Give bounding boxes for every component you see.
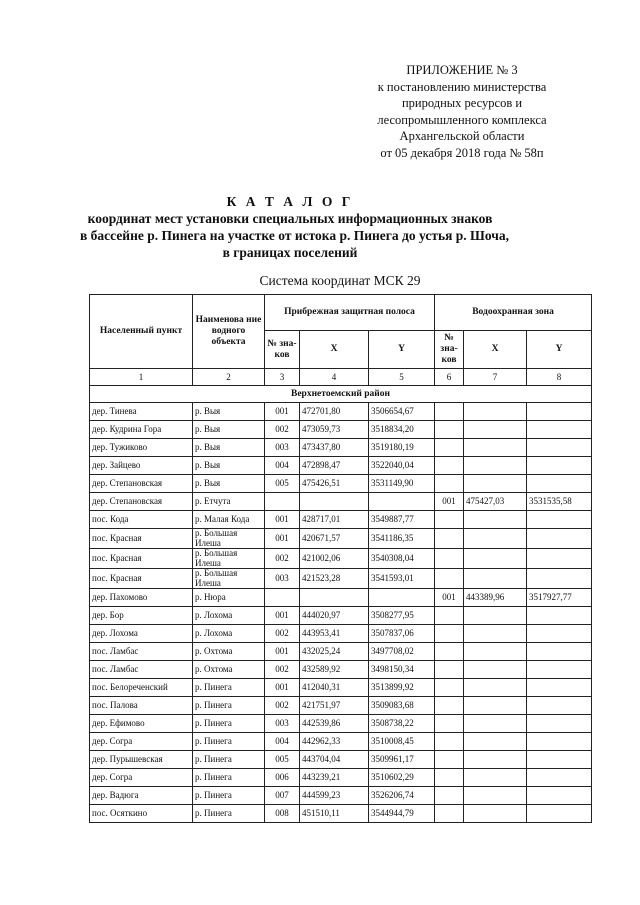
zone-sign-number-cell — [435, 733, 464, 751]
zone-x-cell — [464, 679, 527, 697]
coastal-sign-number-cell: 003 — [265, 439, 300, 457]
zone-x-cell — [464, 697, 527, 715]
zone-x-cell — [464, 569, 527, 589]
settlement-cell: дер. Согра — [90, 769, 193, 787]
zone-sign-number-cell — [435, 475, 464, 493]
table-row — [90, 751, 592, 769]
water-object-cell: р. Лохома — [193, 625, 265, 643]
column-number: 3 — [265, 369, 300, 386]
zone-y-cell — [527, 661, 592, 679]
zone-y-cell — [527, 421, 592, 439]
coastal-x-cell: 432589,92 — [300, 661, 369, 679]
water-object-cell: р. Охтома — [193, 661, 265, 679]
settlement-cell: дер. Вадюга — [90, 787, 193, 805]
water-object-cell: р. Лохома — [193, 607, 265, 625]
column-number: 7 — [464, 369, 527, 386]
settlement-cell: пос. Белореченский — [90, 679, 193, 697]
coastal-y-cell: 3506654,67 — [369, 403, 435, 421]
appendix-line: ПРИЛОЖЕНИЕ № 3 — [406, 63, 518, 77]
table-row — [90, 493, 592, 511]
appendix-line: к постановлению министерства — [377, 79, 547, 94]
zone-x-cell — [464, 475, 527, 493]
zone-sign-number-cell — [435, 787, 464, 805]
table-row — [90, 475, 592, 493]
coordinates-table — [89, 294, 592, 823]
zone-x-cell — [464, 529, 527, 549]
zone-y-cell — [527, 511, 592, 529]
zone-x-cell — [464, 457, 527, 475]
coastal-y-cell: 3526206,74 — [369, 787, 435, 805]
coastal-sign-number-cell: 001 — [265, 643, 300, 661]
water-object-cell: р. Выя — [193, 457, 265, 475]
water-object-cell: р. Выя — [193, 439, 265, 457]
header-x: X — [464, 331, 527, 369]
zone-x-cell — [464, 607, 527, 625]
water-object-cell: р. Выя — [193, 475, 265, 493]
zone-y-cell — [527, 679, 592, 697]
coastal-y-cell: 3498150,34 — [369, 661, 435, 679]
coastal-x-cell: 451510,11 — [300, 805, 369, 823]
region-name: Верхнетоемский район — [90, 386, 592, 403]
coastal-y-cell: 3541186,35 — [369, 529, 435, 549]
zone-sign-number-cell: 001 — [435, 589, 464, 607]
coastal-y-cell: 3497708,02 — [369, 643, 435, 661]
zone-x-cell — [464, 733, 527, 751]
settlement-cell: дер. Кудрина Гора — [90, 421, 193, 439]
table-row — [90, 697, 592, 715]
settlement-cell: дер. Пахомово — [90, 589, 193, 607]
catalog-heading: К А Т А Л О Г — [226, 194, 354, 209]
column-number: 6 — [435, 369, 464, 386]
table-row — [90, 805, 592, 823]
coastal-x-cell: 442962,33 — [300, 733, 369, 751]
zone-x-cell — [464, 661, 527, 679]
coastal-sign-number-cell: 005 — [265, 475, 300, 493]
coastal-x-cell: 420671,57 — [300, 529, 369, 549]
zone-y-cell — [527, 643, 592, 661]
water-object-cell: р. Малая Кода — [193, 511, 265, 529]
table-row — [90, 661, 592, 679]
coastal-y-cell: 3519180,19 — [369, 439, 435, 457]
coastal-x-cell: 443953,41 — [300, 625, 369, 643]
coastal-x-cell: 428717,01 — [300, 511, 369, 529]
water-object-cell: р. Нюра — [193, 589, 265, 607]
header-y: Y — [527, 331, 592, 369]
table-row — [90, 607, 592, 625]
coastal-sign-number-cell — [265, 589, 300, 607]
coastal-y-cell: 3541593,01 — [369, 569, 435, 589]
coastal-sign-number-cell: 005 — [265, 751, 300, 769]
zone-y-cell — [527, 769, 592, 787]
zone-y-cell — [527, 549, 592, 569]
water-object-cell: р. Большая Илеша — [193, 549, 265, 569]
settlement-cell: дер. Согра — [90, 733, 193, 751]
table-row — [90, 625, 592, 643]
coastal-x-cell — [300, 589, 369, 607]
catalog-subtitle-line: в бассейне р. Пинега на участке от истока р. Пинега до устья р. Шоча, — [80, 228, 510, 243]
coastal-sign-number-cell: 002 — [265, 661, 300, 679]
zone-y-cell — [527, 569, 592, 589]
coastal-sign-number-cell: 006 — [265, 769, 300, 787]
settlement-cell: дер. Зайцево — [90, 457, 193, 475]
coastal-sign-number-cell: 002 — [265, 625, 300, 643]
zone-sign-number-cell — [435, 511, 464, 529]
header-x: X — [300, 331, 369, 369]
appendix-line: Архангельской области — [399, 129, 525, 143]
coastal-sign-number-cell: 002 — [265, 549, 300, 569]
coastal-sign-number-cell — [265, 493, 300, 511]
table-row — [90, 569, 592, 589]
coastal-sign-number-cell: 001 — [265, 607, 300, 625]
coastal-sign-number-cell: 001 — [265, 403, 300, 421]
settlement-cell: дер. Степановская — [90, 493, 193, 511]
coastal-x-cell — [300, 493, 369, 511]
settlement-cell: дер. Тужиково — [90, 439, 193, 457]
zone-x-cell — [464, 751, 527, 769]
water-object-cell: р. Пинега — [193, 805, 265, 823]
zone-sign-number-cell — [435, 805, 464, 823]
zone-x-cell — [464, 625, 527, 643]
coordinate-system-label: Система координат МСК 29 — [259, 273, 421, 288]
table-row — [90, 549, 592, 569]
water-object-cell: р. Охтома — [193, 643, 265, 661]
coastal-sign-number-cell: 002 — [265, 697, 300, 715]
zone-sign-number-cell — [435, 679, 464, 697]
table-row — [90, 679, 592, 697]
column-number-row — [90, 369, 592, 386]
header-settlement: Населенный пункт — [90, 295, 193, 369]
settlement-cell: дер. Лохома — [90, 625, 193, 643]
coastal-x-cell: 421002,06 — [300, 549, 369, 569]
zone-y-cell — [527, 403, 592, 421]
zone-x-cell — [464, 549, 527, 569]
coastal-x-cell: 421751,97 — [300, 697, 369, 715]
settlement-cell: пос. Ламбас — [90, 643, 193, 661]
coastal-sign-number-cell: 004 — [265, 457, 300, 475]
appendix-line: от 05 декабря 2018 года № 58п — [380, 145, 544, 160]
coastal-sign-number-cell: 004 — [265, 733, 300, 751]
coastal-y-cell: 3531149,90 — [369, 475, 435, 493]
zone-sign-number-cell — [435, 549, 464, 569]
settlement-cell: дер. Степановская — [90, 475, 193, 493]
coastal-x-cell: 444020,97 — [300, 607, 369, 625]
coastal-y-cell: 3508277,95 — [369, 607, 435, 625]
coastal-sign-number-cell: 001 — [265, 679, 300, 697]
zone-x-cell: 443389,96 — [464, 589, 527, 607]
coastal-x-cell: 473059,73 — [300, 421, 369, 439]
column-number: 2 — [193, 369, 265, 386]
header-water-protection-zone: Водоохранная зона — [435, 295, 592, 331]
coastal-y-cell: 3513899,92 — [369, 679, 435, 697]
coastal-y-cell — [369, 589, 435, 607]
header-sign-number: № зна-ков — [435, 331, 464, 369]
zone-y-cell — [527, 625, 592, 643]
zone-y-cell — [527, 751, 592, 769]
coastal-y-cell: 3509083,68 — [369, 697, 435, 715]
header-y: Y — [369, 331, 435, 369]
column-number: 4 — [300, 369, 369, 386]
water-object-cell: р. Большая Илеша — [193, 529, 265, 549]
zone-sign-number-cell: 001 — [435, 493, 464, 511]
water-object-cell: р. Пинега — [193, 751, 265, 769]
table-row — [90, 511, 592, 529]
table-row — [90, 457, 592, 475]
water-object-cell: р. Выя — [193, 421, 265, 439]
zone-y-cell — [527, 529, 592, 549]
column-number: 1 — [90, 369, 193, 386]
coastal-y-cell: 3507837,06 — [369, 625, 435, 643]
water-object-cell: р. Пинега — [193, 787, 265, 805]
appendix-block — [352, 62, 572, 161]
zone-x-cell — [464, 403, 527, 421]
column-number: 8 — [527, 369, 592, 386]
header-coastal-strip: Прибрежная защитная полоса — [265, 295, 435, 331]
settlement-cell: пос. Красная — [90, 549, 193, 569]
coastal-sign-number-cell: 003 — [265, 715, 300, 733]
zone-y-cell — [527, 805, 592, 823]
water-object-cell: р. Етчута — [193, 493, 265, 511]
zone-sign-number-cell — [435, 421, 464, 439]
catalog-title — [80, 193, 510, 261]
table-row — [90, 589, 592, 607]
table-row — [90, 769, 592, 787]
catalog-subtitle-line: координат мест установки специальных информационных знаков — [87, 211, 493, 226]
header-sign-number: № зна-ков — [265, 331, 300, 369]
zone-sign-number-cell — [435, 661, 464, 679]
zone-sign-number-cell — [435, 625, 464, 643]
coastal-x-cell: 421523,28 — [300, 569, 369, 589]
zone-sign-number-cell — [435, 769, 464, 787]
coastal-sign-number-cell: 007 — [265, 787, 300, 805]
coastal-y-cell: 3510602,29 — [369, 769, 435, 787]
water-object-cell: р. Пинега — [193, 733, 265, 751]
zone-x-cell: 475427,03 — [464, 493, 527, 511]
coastal-y-cell: 3540308,04 — [369, 549, 435, 569]
coastal-y-cell: 3510008,45 — [369, 733, 435, 751]
settlement-cell: дер. Тинева — [90, 403, 193, 421]
coastal-sign-number-cell: 001 — [265, 529, 300, 549]
zone-x-cell — [464, 511, 527, 529]
zone-y-cell — [527, 457, 592, 475]
zone-sign-number-cell — [435, 643, 464, 661]
water-object-cell: р. Пинега — [193, 715, 265, 733]
coastal-y-cell: 3544944,79 — [369, 805, 435, 823]
table-row — [90, 439, 592, 457]
coastal-x-cell: 442539,86 — [300, 715, 369, 733]
zone-sign-number-cell — [435, 751, 464, 769]
zone-sign-number-cell — [435, 403, 464, 421]
column-number: 5 — [369, 369, 435, 386]
coastal-y-cell: 3518834,20 — [369, 421, 435, 439]
coastal-x-cell: 472898,47 — [300, 457, 369, 475]
zone-sign-number-cell — [435, 697, 464, 715]
water-object-cell: р. Пинега — [193, 679, 265, 697]
zone-y-cell — [527, 607, 592, 625]
table-row — [90, 733, 592, 751]
table-row — [90, 529, 592, 549]
settlement-cell: пос. Осяткино — [90, 805, 193, 823]
table-row — [90, 787, 592, 805]
coastal-sign-number-cell: 008 — [265, 805, 300, 823]
coastal-sign-number-cell: 002 — [265, 421, 300, 439]
zone-x-cell — [464, 787, 527, 805]
appendix-line: природных ресурсов и — [401, 96, 523, 110]
coastal-y-cell: 3522040,04 — [369, 457, 435, 475]
zone-x-cell — [464, 421, 527, 439]
table-row — [90, 403, 592, 421]
coastal-x-cell: 472701,80 — [300, 403, 369, 421]
zone-sign-number-cell — [435, 715, 464, 733]
zone-x-cell — [464, 769, 527, 787]
settlement-cell: пос. Кода — [90, 511, 193, 529]
zone-y-cell — [527, 787, 592, 805]
zone-y-cell — [527, 697, 592, 715]
zone-x-cell — [464, 715, 527, 733]
coastal-x-cell: 473437,80 — [300, 439, 369, 457]
zone-y-cell — [527, 733, 592, 751]
settlement-cell: дер. Пурышевская — [90, 751, 193, 769]
coastal-x-cell: 443239,21 — [300, 769, 369, 787]
zone-sign-number-cell — [435, 607, 464, 625]
coastal-sign-number-cell: 003 — [265, 569, 300, 589]
zone-sign-number-cell — [435, 457, 464, 475]
zone-x-cell — [464, 439, 527, 457]
water-object-cell: р. Выя — [193, 403, 265, 421]
coastal-x-cell: 443704,04 — [300, 751, 369, 769]
table-row — [90, 643, 592, 661]
settlement-cell: дер. Бор — [90, 607, 193, 625]
catalog-subtitle-line: в границах поселений — [222, 245, 358, 260]
table-body — [90, 403, 592, 823]
zone-sign-number-cell — [435, 529, 464, 549]
coastal-x-cell: 444599,23 — [300, 787, 369, 805]
region-row — [90, 386, 592, 403]
coastal-y-cell: 3509961,17 — [369, 751, 435, 769]
settlement-cell: пос. Палова — [90, 697, 193, 715]
zone-sign-number-cell — [435, 569, 464, 589]
coastal-y-cell: 3508738,22 — [369, 715, 435, 733]
appendix-line: лесопромышленного комплекса — [377, 112, 547, 127]
settlement-cell: пос. Красная — [90, 569, 193, 589]
settlement-cell: дер. Ефимово — [90, 715, 193, 733]
settlement-cell: пос. Красная — [90, 529, 193, 549]
coastal-x-cell: 475426,51 — [300, 475, 369, 493]
zone-x-cell — [464, 805, 527, 823]
zone-y-cell: 3517927,77 — [527, 589, 592, 607]
settlement-cell: пос. Ламбас — [90, 661, 193, 679]
zone-y-cell: 3531535,58 — [527, 493, 592, 511]
coastal-sign-number-cell: 001 — [265, 511, 300, 529]
zone-y-cell — [527, 715, 592, 733]
coastal-x-cell: 432025,24 — [300, 643, 369, 661]
zone-x-cell — [464, 643, 527, 661]
coastal-x-cell: 412040,31 — [300, 679, 369, 697]
zone-y-cell — [527, 439, 592, 457]
water-object-cell: р. Большая Илеша — [193, 569, 265, 589]
water-object-cell: р. Пинега — [193, 769, 265, 787]
water-object-cell: р. Пинега — [193, 697, 265, 715]
table-row — [90, 421, 592, 439]
zone-y-cell — [527, 475, 592, 493]
coastal-y-cell: 3549887,77 — [369, 511, 435, 529]
header-water-object: Наименова ние водного объекта — [193, 295, 265, 369]
coastal-y-cell — [369, 493, 435, 511]
zone-sign-number-cell — [435, 439, 464, 457]
table-row — [90, 715, 592, 733]
